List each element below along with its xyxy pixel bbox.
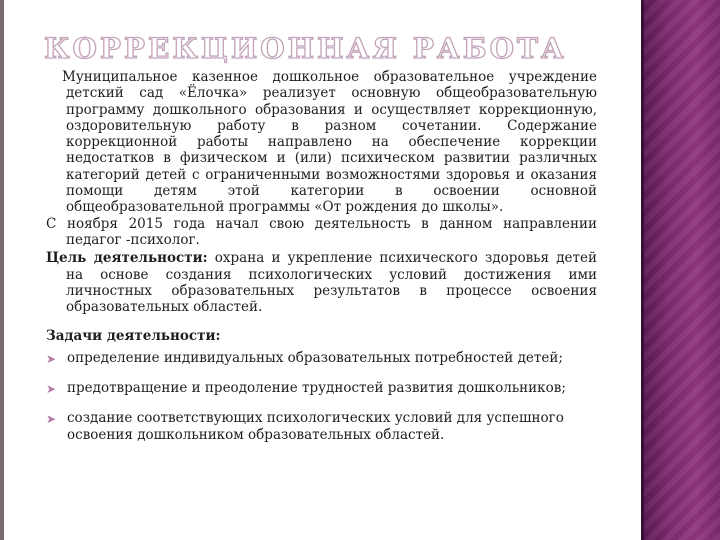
side-band-divider: [641, 0, 644, 540]
goal-text: охрана и укрепление психического здоровья детей на основе создания психологических условий достижения ими личностных образовательных результатов в процессе освоения образовательных областей.: [66, 250, 597, 316]
arrowhead-bullet-icon: ➤: [46, 382, 57, 397]
tasks-title: Задачи деятельности:: [46, 328, 221, 345]
goal-paragraph: [46, 250, 597, 315]
slide-title: КОРРЕКЦИОННАЯ РАБОТА: [44, 32, 567, 65]
slide-body: [46, 69, 597, 457]
since-paragraph: С ноября 2015 года начал свою деятельность в данном направлении педагог -психолог.: [46, 215, 597, 248]
arrowhead-bullet-icon: ➤: [46, 351, 57, 366]
intro-paragraph: [46, 69, 597, 216]
list-item: [46, 410, 597, 443]
arrowhead-bullet-icon: ➤: [46, 412, 57, 427]
intro-text: Муниципальное казенное дошкольное образовательное учреждение детский сад «Ёлочка» реализует основную общеобразовательную программу дошкольного образования и осуществляет коррекционную, оздоровительную работу в разном сочетании. Содержание коррекционной работы направлено на обеспечение коррекции недостатков в физическом и (или) психическом развитии различных категорий детей с ограниченными возможностями здоровья и оказания помощи детям этой категории в освоении основной общеобразовательной программы «От рождения до школы».: [62, 69, 597, 216]
decorative-side-band: [641, 0, 720, 540]
list-item: [46, 380, 597, 396]
task-text: определение индивидуальных образовательных потребностей детей;: [67, 349, 563, 366]
list-item: [46, 350, 597, 366]
task-text: создание соответствующих психологических условий для успешного освоения дошкольником образовательных областей.: [67, 410, 564, 443]
tasks-list: [46, 350, 597, 443]
task-text: предотвращение и преодоление трудностей развития дошкольников;: [67, 380, 566, 397]
left-edge: [0, 0, 4, 540]
goal-label: Цель деятельности:: [46, 250, 208, 267]
